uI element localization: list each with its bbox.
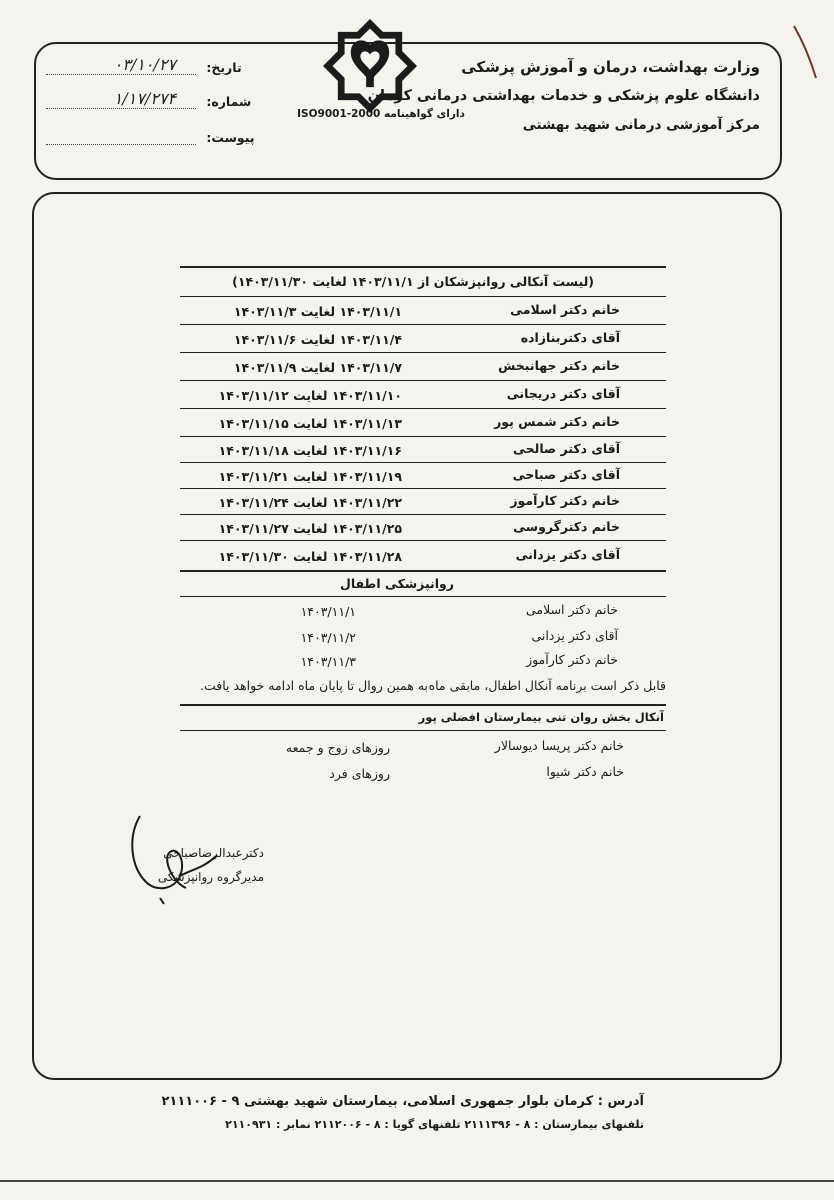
pediatric-row-name: آقای دکتر یزدانی <box>531 628 618 643</box>
number-field <box>46 89 252 109</box>
afzalipour-row-days: روزهای زوج و جمعه <box>285 740 390 755</box>
signatory-title: مدیرگروه روانپزشکی <box>157 870 264 884</box>
handwritten-signature-icon <box>120 806 230 916</box>
afzalipour-row-days: روزهای فرد <box>329 766 390 781</box>
page-bottom-edge <box>0 1180 834 1182</box>
oncall-row-name: آقای دکتربنازاده <box>520 330 620 345</box>
table-rule <box>180 570 666 572</box>
oncall-row-range: ۱۴۰۳/۱۱/۱۳ لغایت ۱۴۰۳/۱۱/۱۵ <box>218 416 402 431</box>
pediatric-row-date: ۱۴۰۳/۱۱/۲ <box>300 630 356 645</box>
letter-body <box>32 192 782 1080</box>
date-label: تاریخ: <box>206 60 242 75</box>
oncall-row-name: خانم دکتر جهانبخش <box>498 358 620 373</box>
date-line <box>46 55 196 75</box>
number-label: شماره: <box>206 94 252 109</box>
table-rule <box>180 436 666 437</box>
oncall-row-name: آقای دکتر صباحی <box>512 467 620 482</box>
table-rule <box>180 296 666 297</box>
university-logo-icon <box>322 18 418 114</box>
table-rule <box>180 514 666 515</box>
oncall-row-range: ۱۴۰۳/۱۱/۱۰ لغایت ۱۴۰۳/۱۱/۱۲ <box>218 388 402 403</box>
table-rule <box>180 380 666 381</box>
oncall-row-name: آقای دکتر صالحی <box>512 441 620 456</box>
footer-phones: تلفنهای بیمارستان : ۸ - ۲۱۱۱۳۹۶ تلفنهای گویا : ۸ - ۲۱۱۲۰۰۶ نمابر : ۲۱۱۰۹۳۱ <box>225 1118 644 1131</box>
date-field <box>46 55 242 75</box>
number-line <box>46 89 196 109</box>
oncall-row-name: خانم دکترگروسی <box>513 519 620 534</box>
table-rule <box>180 462 666 463</box>
oncall-row-name: خانم دکتر اسلامی <box>510 302 620 317</box>
table-rule <box>180 266 666 268</box>
pediatric-row-name: خانم دکتر اسلامی <box>526 602 618 617</box>
oncall-row-name: آقای دکتر دریجانی <box>506 386 620 401</box>
oncall-row-range: ۱۴۰۳/۱۱/۲۲ لغایت ۱۴۰۳/۱۱/۲۴ <box>218 495 402 510</box>
pediatric-row-date: ۱۴۰۳/۱۱/۱ <box>300 604 356 619</box>
university-name: دانشگاه علوم پزشکی و خدمات بهداشتی درمانی کرمان <box>367 88 760 104</box>
table-rule <box>180 704 666 706</box>
attachment-field <box>46 130 255 145</box>
afzalipour-title: آنکال بخش روان تنی بیمارستان افضلی پور <box>418 710 664 724</box>
table-rule <box>180 352 666 353</box>
oncall-row-range: ۱۴۰۳/۱۱/۱۶ لغایت ۱۴۰۳/۱۱/۱۸ <box>218 443 402 458</box>
pediatric-row-date: ۱۴۰۳/۱۱/۳ <box>300 654 356 669</box>
pediatric-note: قابل ذکر است برنامه آنکال اطفال، مابقی ماه <box>428 678 666 693</box>
oncall-row-range: ۱۴۰۳/۱۱/۷ لغایت ۱۴۰۳/۱۱/۹ <box>233 360 402 375</box>
oncall-row-range: ۱۴۰۳/۱۱/۴ لغایت ۱۴۰۳/۱۱/۶ <box>233 332 402 347</box>
table-rule <box>180 408 666 409</box>
attachment-line <box>46 131 196 145</box>
oncall-row-range: ۱۴۰۳/۱۱/۲۵ لغایت ۱۴۰۳/۱۱/۲۷ <box>218 521 402 536</box>
signatory-name: دکترعبدالرضاصباحی <box>163 846 264 860</box>
iso-certification: دارای گواهینامه ISO9001-2000 <box>297 108 465 120</box>
afzalipour-row-name: خانم دکتر پریسا دیوسالار <box>494 738 624 753</box>
oncall-row-range: ۱۴۰۳/۱۱/۲۸ لغایت ۱۴۰۳/۱۱/۳۰ <box>218 549 402 564</box>
table-rule <box>180 596 666 597</box>
number-value: ۱/۱۷/۲۷۴ <box>113 89 176 108</box>
footer-address: آدرس : کرمان بلوار جمهوری اسلامی، بیمارستان شهید بهشتی ۹ - ۲۱۱۱۰۰۶ <box>161 1094 644 1109</box>
oncall-row-range: ۱۴۰۳/۱۱/۱۹ لغایت ۱۴۰۳/۱۱/۲۱ <box>218 469 402 484</box>
ministry-name: وزارت بهداشت، درمان و آموزش پزشکی <box>461 58 760 76</box>
date-value: ۰۳/۱۰/۲۷ <box>113 55 176 74</box>
oncall-title: (لیست آنکالی روانپزشکان از ۱۴۰۳/۱۱/۱ لغایت ۱۴۰۳/۱۱/۳۰) <box>232 274 594 289</box>
center-name: مرکز آموزشی درمانی شهید بهشتی <box>522 117 760 133</box>
pediatric-row-name: خانم دکتر کارآموز <box>526 652 618 667</box>
table-rule <box>180 324 666 325</box>
pediatric-note-continued: به همین روال تا پایان ماه ادامه خواهد یافت. <box>199 678 428 693</box>
oncall-row-name: خانم دکتر شمس پور <box>494 414 620 429</box>
afzalipour-row-name: خانم دکتر شیوا <box>546 764 624 779</box>
table-rule <box>180 730 666 731</box>
oncall-row-range: ۱۴۰۳/۱۱/۱ لغایت ۱۴۰۳/۱۱/۳ <box>233 304 402 319</box>
organization-block <box>368 58 760 133</box>
table-rule <box>180 540 666 541</box>
pen-mark-icon <box>790 22 820 82</box>
oncall-row-name: آقای دکتر یزدانی <box>515 547 620 562</box>
attachment-label: پیوست: <box>206 130 255 145</box>
table-rule <box>180 488 666 489</box>
pediatric-title: روانپزشکی اطفال <box>340 576 454 591</box>
oncall-row-name: خانم دکتر کارآموز <box>510 493 620 508</box>
